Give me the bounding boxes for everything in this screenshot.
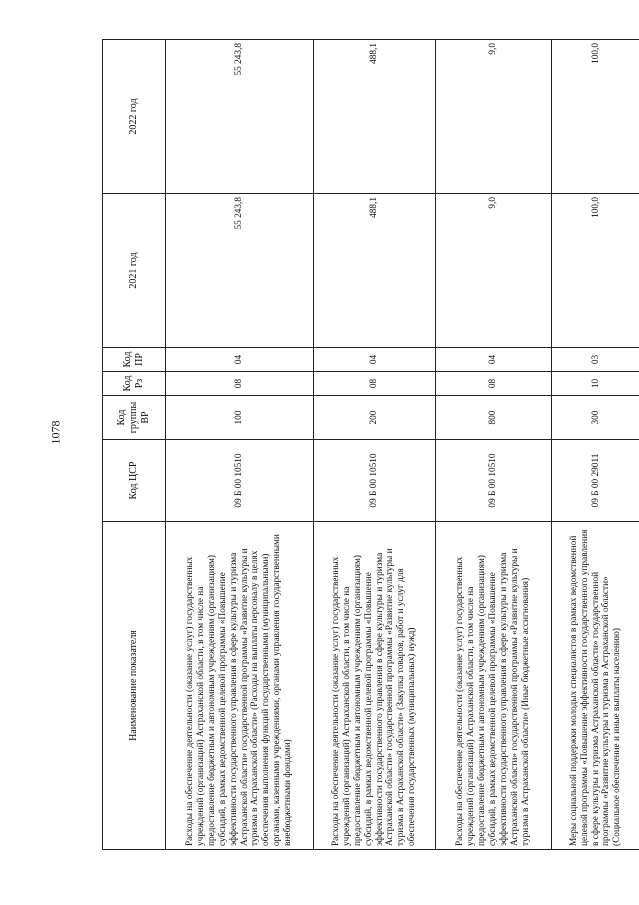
row-rz: 08 xyxy=(166,372,314,396)
row-2021: 9,0 xyxy=(436,194,552,348)
table-row xyxy=(436,40,552,850)
budget-table xyxy=(102,39,639,850)
row-rz: 10 xyxy=(552,372,639,396)
row-rz: 08 xyxy=(436,372,552,396)
row-csr: 09 Б 00 10510 xyxy=(314,440,436,522)
row-pr: 04 xyxy=(166,348,314,372)
rotated-table-container xyxy=(102,40,637,850)
table-row xyxy=(166,40,314,850)
row-2021: 100,0 xyxy=(552,194,639,348)
row-name: Расходы на обеспечение деятельности (оказание услуг) государственных учреждений (организаций) Астраханской области, в том числе на предоставление бюджетным и автономным учреждениям (организациям) субсидий, в рамках ведомственной целевой программы «Повышение эффективности государственного управления в сфере культуры и туризма Астраханской области» государственной программы «Развитие культуры и туризма в Астраханской области» (Расходы на выплаты персоналу в целях обеспечения выполнения функций государственными (муниципальными) органами, казенными учреждениями, органами управления государственными внебюджетными фондами) xyxy=(166,522,314,850)
row-vr: 300 xyxy=(552,396,639,440)
row-2022: 100,0 xyxy=(552,40,639,194)
row-2021: 55 243,8 xyxy=(166,194,314,348)
row-csr: 09 Б 00 29011 xyxy=(552,440,639,522)
row-pr: 03 xyxy=(552,348,639,372)
row-2021: 488,1 xyxy=(314,194,436,348)
row-name: Расходы на обеспечение деятельности (оказание услуг) государственных учреждений (организаций) Астраханской области, в том числе на предоставление бюджетным и автономным учреждениям (организациям) субсидий, в рамках ведомственной целевой программы «Повышение эффективности государственного управления в сфере культуры и туризма Астраханской области» государственной программы «Развитие культуры и туризма в Астраханской области» (Закупка товаров, работ и услуг для обеспечения государственных (муниципальных) нужд) xyxy=(314,522,436,850)
row-pr: 04 xyxy=(314,348,436,372)
row-2022: 488,1 xyxy=(314,40,436,194)
header-2022: 2022 год xyxy=(103,40,166,194)
row-csr: 09 Б 00 10510 xyxy=(166,440,314,522)
row-vr: 200 xyxy=(314,396,436,440)
page-number: 1078 xyxy=(48,420,63,445)
row-2022: 55 243,8 xyxy=(166,40,314,194)
row-rz: 08 xyxy=(314,372,436,396)
row-pr: 04 xyxy=(436,348,552,372)
row-csr: 09 Б 00 10510 xyxy=(436,440,552,522)
header-name: Наименование показателя xyxy=(103,522,166,850)
header-2021: 2021 год xyxy=(103,194,166,348)
row-name: Меры социальной поддержки молодых специалистов в рамках ведомственной целевой программы «Повышение эффективности государственного управления в сфере культуры и туризма Астраханской области» государственной программы «Развитие культуры и туризма в Астраханской области» (Социальное обеспечение и иные выплаты населению) xyxy=(552,522,639,850)
header-vr: Код группы ВР xyxy=(103,396,166,440)
row-vr: 100 xyxy=(166,396,314,440)
header-rz: Код Рз xyxy=(103,372,166,396)
table-row xyxy=(552,40,639,850)
row-vr: 800 xyxy=(436,396,552,440)
row-2022: 9,0 xyxy=(436,40,552,194)
header-row xyxy=(103,40,166,850)
header-csr: Код ЦСР xyxy=(103,440,166,522)
table-row xyxy=(314,40,436,850)
row-name: Расходы на обеспечение деятельности (оказание услуг) государственных учреждений (организаций) Астраханской области, в том числе на предоставление бюджетным и автономным учреждениям (организациям) субсидий, в рамках ведомственной целевой программы «Повышение эффективности государственного управления в сфере культуры и туризма Астраханской области» государственной программы «Развитие культуры и туризма в Астраханской области» (Иные бюджетные ассигнования) xyxy=(436,522,552,850)
header-pr: Код ПР xyxy=(103,348,166,372)
